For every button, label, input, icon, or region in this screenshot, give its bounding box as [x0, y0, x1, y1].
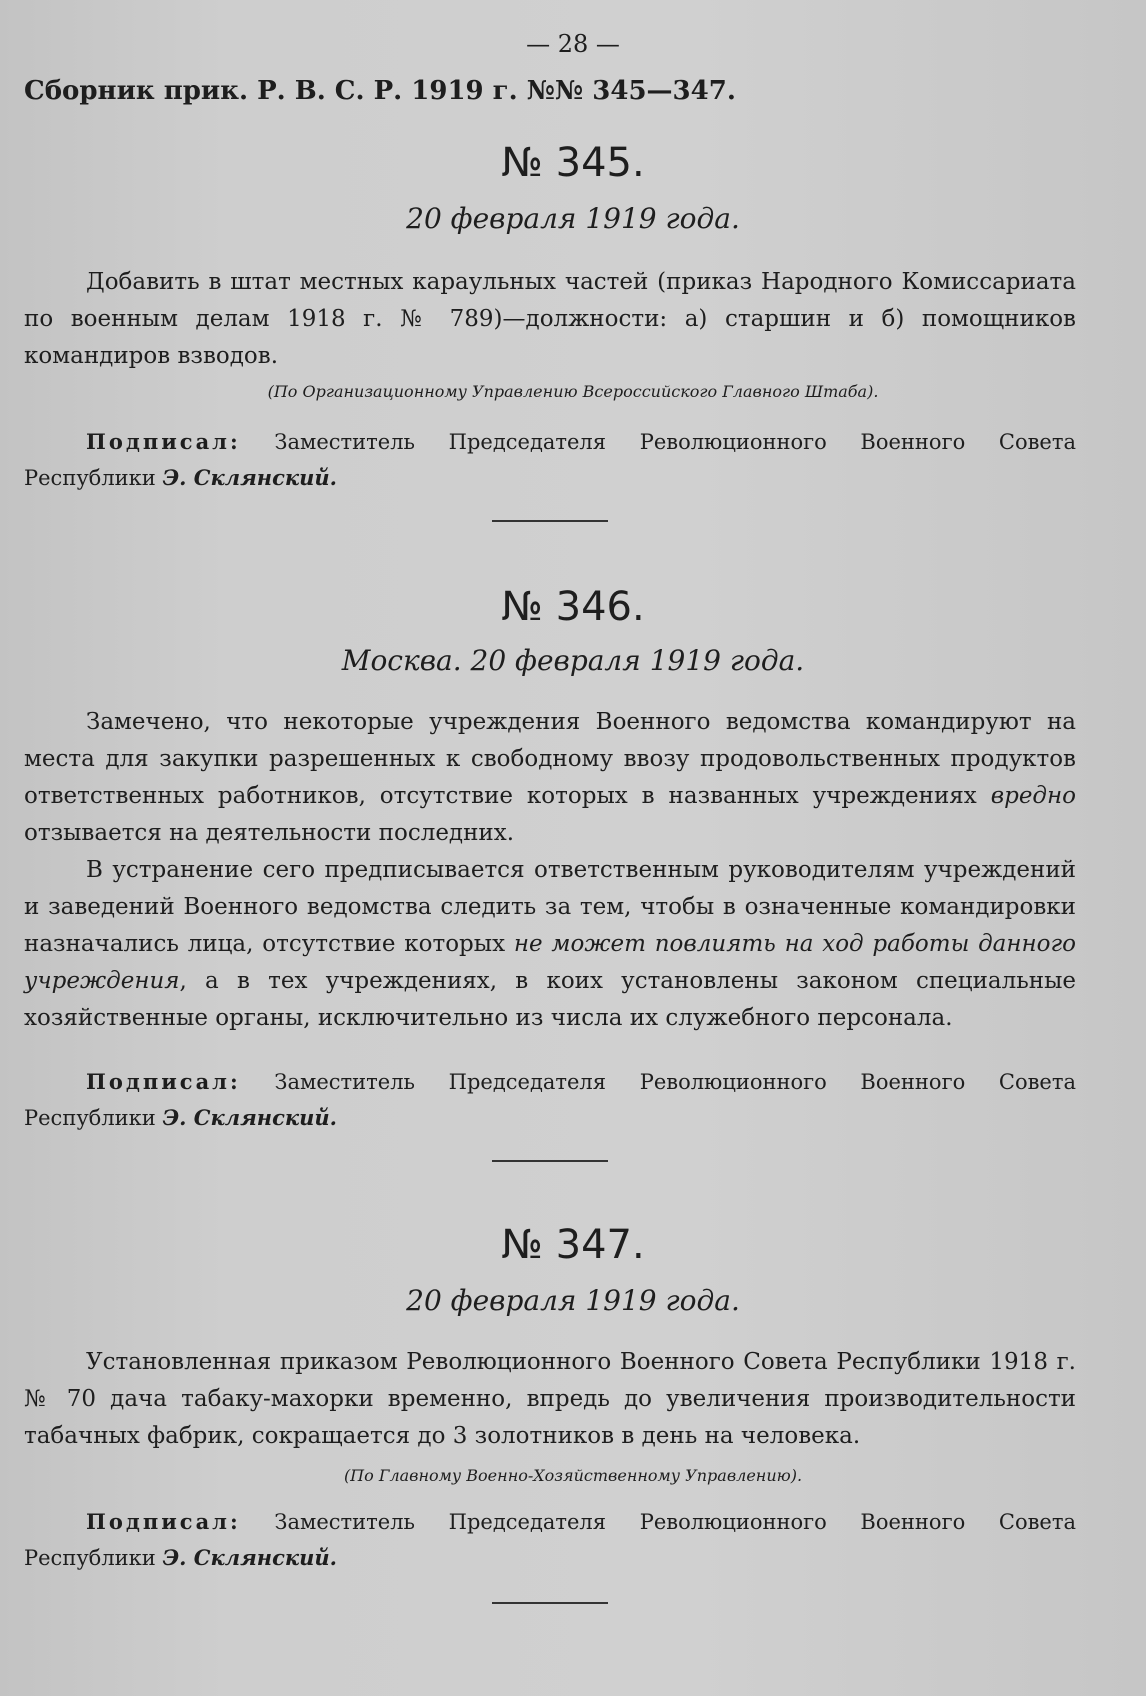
order-346-paragraph-1 [24, 704, 1076, 852]
text-run: отзывается на деятельности последних. [24, 820, 515, 846]
signature-lead: Подписал: [86, 1509, 241, 1534]
signer-name: Э. Склянский. [162, 1105, 337, 1130]
emphasis-run: не может повлиять на ход работы данного учреждения [24, 931, 1077, 994]
order-347-text: Установленная приказом Революционного Военного Совета Республики 1918 г. № 70 дача табаку-махорки временно, впредь до увеличения производительности табачных фабрик, сокращается до 3 золотников в день на человека. [24, 1349, 1076, 1449]
order-347-number: № 347. [501, 1222, 645, 1268]
order-345-source: (По Организационному Управлению Всероссийского Главного Штаба). [267, 382, 879, 401]
order-347-date: 20 февраля 1919 года. [406, 1284, 740, 1317]
signature-title: Заместитель Председателя Революционного Военного Совета Республики [24, 430, 1076, 490]
emphasis-run: вредно [990, 783, 1076, 809]
running-head: Сборник прик. Р. В. С. Р. 1919 г. №№ 345—347. [24, 76, 736, 106]
order-345-number: № 345. [501, 140, 645, 186]
signature-lead: Подписал: [86, 429, 241, 454]
order-346-number: № 346. [501, 584, 645, 630]
order-346-date: Москва. 20 февраля 1919 года. [341, 644, 805, 677]
order-347-signature [24, 1504, 1076, 1576]
text-run: Замечено, что некоторые учреждения Военного ведомства командируют на места для закупки разрешенных к свободному ввозу продовольственных продуктов ответственных работников, отсутствие которых в названных учреждениях [24, 709, 1076, 809]
signer-name: Э. Склянский. [162, 1545, 337, 1570]
order-345-date: 20 февраля 1919 года. [406, 202, 740, 235]
order-345-signature [24, 424, 1076, 496]
text-run: В устранение сего предписывается ответственным руководителям учреждений и заведений Военного ведомства следить за тем, чтобы в означенные командировки назначались лица, отсутствие которых [24, 857, 1076, 957]
signature-lead: Подписал: [86, 1069, 241, 1094]
section-divider [492, 1160, 608, 1162]
section-divider [492, 1602, 608, 1604]
order-346-paragraph-2 [24, 852, 1076, 1037]
section-divider [492, 520, 608, 522]
order-346-signature [24, 1064, 1076, 1136]
page-number: — 28 — [526, 30, 620, 58]
order-345-text: Добавить в штат местных караульных частей (приказ Народного Комиссариата по военным делам 1918 г. № 789)—должности: а) старшин и б) помощников командиров взводов. [24, 269, 1076, 369]
signer-name: Э. Склянский. [162, 465, 337, 490]
order-347-source: (По Главному Военно-Хозяйственному Управлению). [343, 1466, 803, 1485]
signature-title: Заместитель Председателя Революционного Военного Совета Республики [24, 1510, 1076, 1570]
text-run: , а в тех учреждениях, в коих установлены законом специальные хозяйственные органы, исключительно из числа их служебного персонала. [24, 968, 1076, 1031]
signature-title: Заместитель Председателя Революционного Военного Совета Республики [24, 1070, 1076, 1130]
